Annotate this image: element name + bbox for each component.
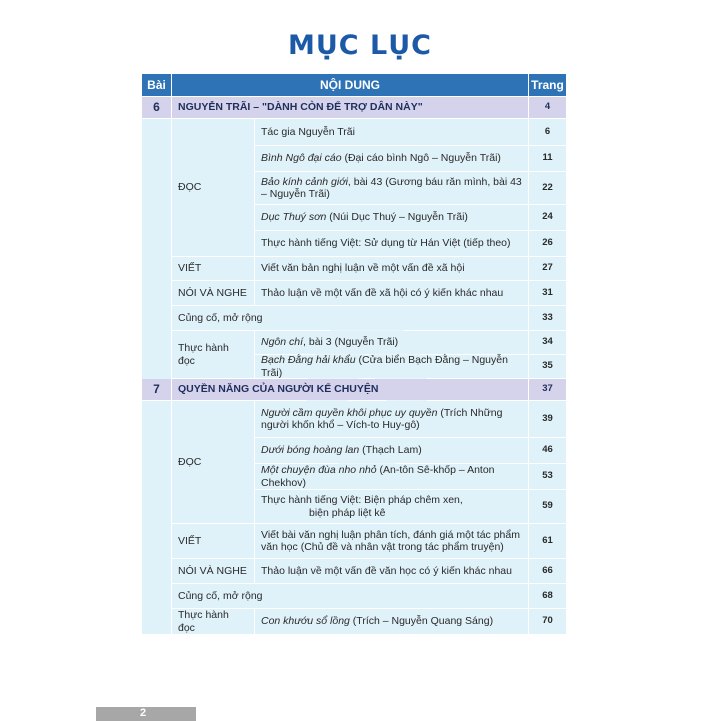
entry-note: (Núi Dục Thuý – Nguyễn Trãi) xyxy=(326,211,468,224)
entry-title: Dưới bóng hoàng lan xyxy=(261,444,360,457)
toc-entry xyxy=(255,609,528,634)
entry-text: Viết văn bản nghị luận về một vấn đề xã hội xyxy=(261,262,465,275)
entry-page: 34 xyxy=(529,331,566,354)
entry-page: 6 xyxy=(529,119,566,145)
toc-entry xyxy=(255,438,528,463)
entry-note: (Thạch Lam) xyxy=(359,444,422,457)
toc-entry xyxy=(255,257,528,280)
entry-text: Thực hành tiếng Việt: Sử dụng từ Hán Việt (tiếp theo) xyxy=(261,237,511,250)
entry-page: 33 xyxy=(529,306,566,330)
unit-7-bai-column xyxy=(142,401,171,634)
entry-page: 61 xyxy=(529,524,566,558)
entry-line-2: biện pháp liệt kê xyxy=(309,506,386,519)
section-noi-va-nghe: NÓI VÀ NGHE xyxy=(172,281,254,305)
entry-page: 31 xyxy=(529,281,566,305)
section-doc: ĐỌC xyxy=(172,119,254,256)
header-trang: Trang xyxy=(529,74,566,96)
entry-text: Thảo luận về một vấn đề văn học có ý kiến khác nhau xyxy=(261,564,512,577)
entry-page: 66 xyxy=(529,559,566,583)
entry-title: Dục Thuý sơn xyxy=(261,211,327,224)
toc-entry xyxy=(255,401,528,437)
toc-entry xyxy=(255,146,528,171)
entry-note: (An-tôn Sê-khốp – Anton Chekhov) xyxy=(261,464,495,489)
entry-note: (Cửa biển Bạch Đằng – Nguyễn Trãi) xyxy=(261,354,508,379)
entry-page: 26 xyxy=(529,231,566,256)
unit-page: 37 xyxy=(529,379,566,400)
entry-page: 27 xyxy=(529,257,566,280)
page-title: MỤC LỤC xyxy=(288,30,432,61)
unit-page: 4 xyxy=(529,97,566,118)
unit-number: 6 xyxy=(142,97,171,118)
toc-entry xyxy=(255,490,528,523)
entry-text: Tác gia Nguyễn Trãi xyxy=(261,125,355,138)
section-viet: VIẾT xyxy=(172,524,254,558)
table-of-contents xyxy=(142,74,566,634)
toc-entry xyxy=(255,524,528,558)
page-number: 2 xyxy=(140,707,147,719)
toc-entry xyxy=(255,205,528,230)
section-thuc-hanh-doc: Thực hành đọc xyxy=(172,331,254,378)
entry-page: 68 xyxy=(529,584,566,608)
section-doc: ĐỌC xyxy=(172,401,254,523)
section-noi-va-nghe: NÓI VÀ NGHE xyxy=(172,559,254,583)
unit-title: QUYỀN NĂNG CỦA NGƯỜI KỂ CHUYỆN xyxy=(172,379,528,400)
section-viet: VIẾT xyxy=(172,257,254,280)
entry-title: Người cầm quyền khôi phục uy quyền xyxy=(261,406,438,419)
toc-entry xyxy=(255,355,528,378)
entry-page: 70 xyxy=(529,609,566,634)
entry-note: (Trích – Nguyễn Quang Sáng) xyxy=(349,615,494,628)
entry-page: 46 xyxy=(529,438,566,463)
entry-note: (Trích Những người khốn khổ – Vích-to Huy-gô) xyxy=(261,406,503,431)
entry-line-1: Thực hành tiếng Việt: Biện pháp chêm xen, xyxy=(261,494,463,506)
unit-title: NGUYỄN TRÃI – "DÀNH CÒN ĐỂ TRỢ DÂN NÀY" xyxy=(172,97,528,118)
toc-entry xyxy=(255,559,528,583)
entry-note: , bài 43 (Gương báu răn mình, bài 43 – Nguyễn Trãi) xyxy=(261,175,522,200)
header-noi-dung: NỘI DUNG xyxy=(172,74,528,96)
entry-title: Một chuyện đùa nho nhỏ xyxy=(261,464,377,476)
toc-entry xyxy=(255,119,528,145)
header-bai: Bài xyxy=(142,74,171,96)
entry-page: 24 xyxy=(529,205,566,230)
entry-title: Ngôn chí xyxy=(261,336,304,349)
toc-entry xyxy=(255,231,528,256)
entry-title: Con khướu sổ lồng xyxy=(261,615,350,628)
toc-entry xyxy=(255,331,528,354)
entry-page: 39 xyxy=(529,401,566,437)
entry-text: Viết bài văn nghị luận phân tích, đánh giá một tác phẩm văn học (Chủ đề và nhân vật trong tác phẩm truyện) xyxy=(261,528,520,553)
entry-page: 11 xyxy=(529,146,566,171)
toc-entry xyxy=(255,464,528,489)
section-cung-co: Củng cố, mở rộng xyxy=(172,306,528,330)
section-cung-co: Củng cố, mở rộng xyxy=(172,584,528,608)
page-number-tab xyxy=(96,707,196,721)
unit-number: 7 xyxy=(142,379,171,400)
entry-text: Thảo luận về một vấn đề xã hội có ý kiến khác nhau xyxy=(261,286,504,299)
entry-note: (Đại cáo bình Ngô – Nguyễn Trãi) xyxy=(341,152,501,165)
entry-title: Bảo kính cảnh giới xyxy=(261,175,348,188)
entry-title: Bạch Đằng hải khẩu xyxy=(261,354,356,366)
entry-note: , bài 3 (Nguyễn Trãi) xyxy=(303,336,399,349)
unit-6-bai-column xyxy=(142,119,171,392)
entry-page: 59 xyxy=(529,490,566,523)
toc-entry xyxy=(255,172,528,204)
entry-page: 53 xyxy=(529,464,566,489)
toc-entry xyxy=(255,281,528,305)
section-thuc-hanh-doc: Thực hành đọc xyxy=(172,609,254,634)
entry-page: 22 xyxy=(529,172,566,204)
entry-title: Bình Ngô đại cáo xyxy=(261,152,342,165)
entry-page: 35 xyxy=(529,355,566,378)
